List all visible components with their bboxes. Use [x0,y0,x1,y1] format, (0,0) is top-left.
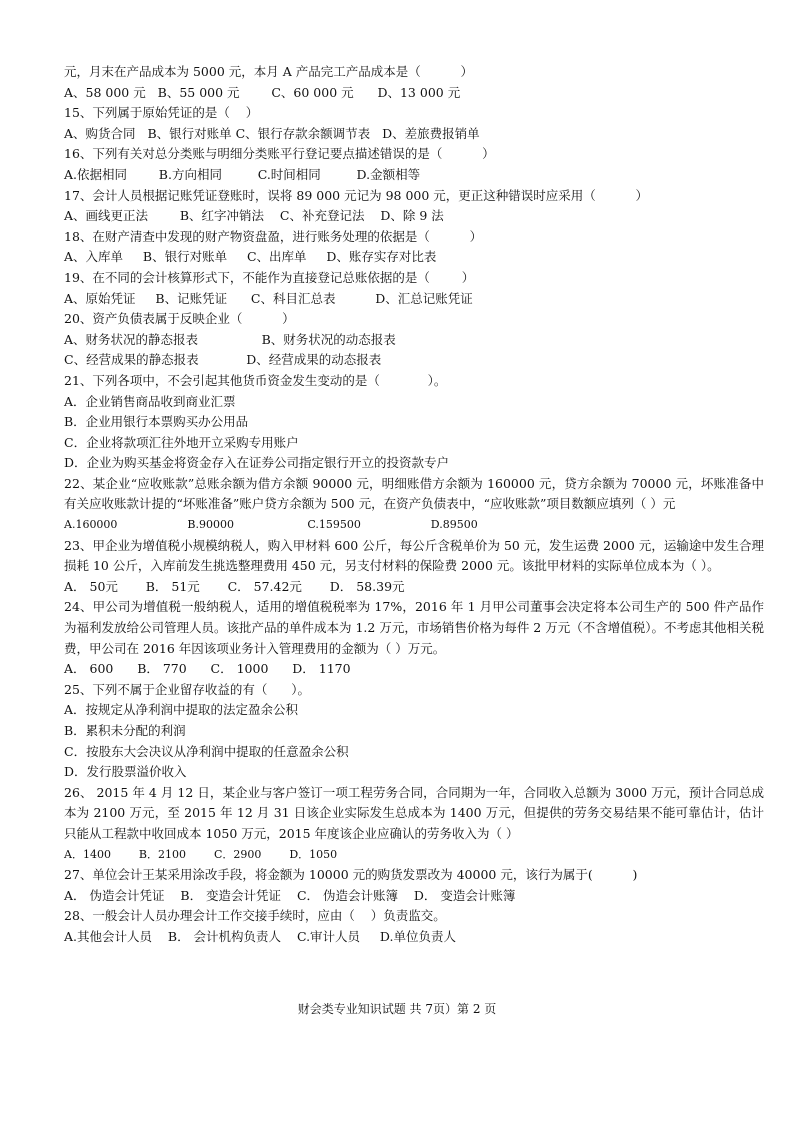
option-d: D．企业为购买基金将资金存入在证券公司指定银行开立的投资款专户 [64,455,450,471]
question-23: 23、甲企业为增值税小规模纳税人，购入甲材料 600 公斤，每公斤含税单价为 50 元，发生运费 2000 元，运输途中发生合理损耗 10 公斤，入库前发生挑选整理费用 450 元，另支付材料的保险费 2000 元。该批甲材料的实际单位成本为（ ）。 [64,537,764,574]
options-line: C、经营成果的静态报表 D、经营成果的动态报表 [64,352,382,368]
options-line: A． 50元 B． 51元 C． 57.42元 D． 58.39元 [64,578,405,594]
options-line: A.160000 B.90000 C.159500 D.89500 [64,518,478,532]
exam-page [64,62,764,948]
options-line: A、财务状况的静态报表 B、财务状况的动态报表 [64,331,396,347]
question-20: 20、资产负债表属于反映企业（ ） [64,311,295,327]
question-19: 19、在不同的会计核算形式下，不能作为直接登记总账依据的是（ ） [64,269,475,285]
question-28: 28、一般会计人员办理会计工作交接手续时，应由（ ）负责监交。 [64,908,446,924]
question-24: 24、甲公司为增值税一般纳税人，适用的增值税税率为 17%，2016 年 1 月甲公司董事会决定将本公司生产的 500 件产品作为福利发放给公司管理人员。该批产品的单件成本为 1.2 万元，市场销售价格为每件 2 万元（不含增值税）。不考虑其他相关税费，甲公司在 2016 年因该项业务计入管理费用的金额为（ ）万元。 [64,599,764,656]
question-25: 25、下列不属于企业留存收益的有（ ）。 [64,681,310,697]
option-a: A．企业销售商品收到商业汇票 [64,393,236,409]
question-16: 16、下列有关对总分类账与明细分类账平行登记要点描述错误的是（ ） [64,146,495,162]
option-a: A．按规定从净利润中提取的法定盈余公积 [64,702,299,718]
options-line: A.依据相同 B.方向相同 C.时间相同 D.金额相等 [64,166,421,182]
options-line: A、购货合同 B、银行对账单 C、银行存款余额调节表 D、差旅费报销单 [64,125,480,141]
question-18: 18、在财产清查中发现的财产物资盘盈，进行账务处理的依据是（ ） [64,228,483,244]
question-21: 21、下列各项中，不会引起其他货币资金发生变动的是（ ）。 [64,372,447,388]
question-15: 15、下列属于原始凭证的是（ ） [64,105,259,121]
options-line: A． 600 B． 770 C． 1000 D． 1170 [64,661,351,677]
option-c: C．企业将款项汇往外地开立采购专用账户 [64,434,299,450]
options-line: A、画线更正法 B、红字冲销法 C、补充登记法 D、除 9 法 [64,208,444,224]
options-line: A．1400 B．2100 C．2900 D．1050 [64,847,338,861]
option-c: C．按股东大会决议从净利润中提取的任意盈余公积 [64,743,349,759]
question-26: 26、 2015 年 4 月 12 日，某企业与客户签订一项工程劳务合同，合同期为一年，合同收入总额为 3000 万元，预计合同总成本为 2100 万元，至 2015 年 12 月 31 日该企业实际发生总成本为 1400 万元，但提供的劳务交易结果不能可靠估计，估计只能从工程款中收回成本 1050 万元，2015 年度该企业应确认的劳务收入为（ ） [64,784,764,841]
options-line: A、原始凭证 B、记账凭证 C、科目汇总表 D、汇总记账凭证 [64,290,473,306]
question-27: 27、单位会计王某采用涂改手段，将金额为 10000 元的购货发票改为 40000 元，该行为属于( ) [64,867,638,883]
option-b: B．企业用银行本票购买办公用品 [64,414,249,430]
options-line: A.其他会计人员 B． 会计机构负责人 C.审计人员 D.单位负责人 [64,928,456,944]
question-22: 22、某企业“应收账款”总账余额为借方余额 90000 元，明细账借方余额为 160000 元，贷方余额为 70000 元，坏账准备中有关应收账款计提的“坏账准备”账户贷方余额为 500 元，在资产负债表中，“应收账款”项目数额应填列（ ）元 [64,475,764,512]
options-line: A、58 000 元 B、55 000 元 C、60 000 元 D、13 000 元 [64,84,461,100]
option-b: B．累积未分配的利润 [64,723,186,738]
options-line: A． 伪造会计凭证 B． 变造会计凭证 C． 伪造会计账簿 D． 变造会计账簿 [64,887,516,903]
text-line: 元，月末在产品成本为 5000 元，本月 A 产品完工产品成本是（ ） [64,64,473,79]
options-line: A、入库单 B、银行对账单 C、出库单 D、账存实存对比表 [64,249,437,265]
option-d: D．发行股票溢价收入 [64,764,187,780]
question-17: 17、会计人员根据记账凭证登账时，误将 89 000 元记为 98 000 元，更正这种错误时应采用（ ） [64,187,649,203]
page-footer: 财会类专业知识试题 共 7页）第 2 页 [297,1002,497,1016]
